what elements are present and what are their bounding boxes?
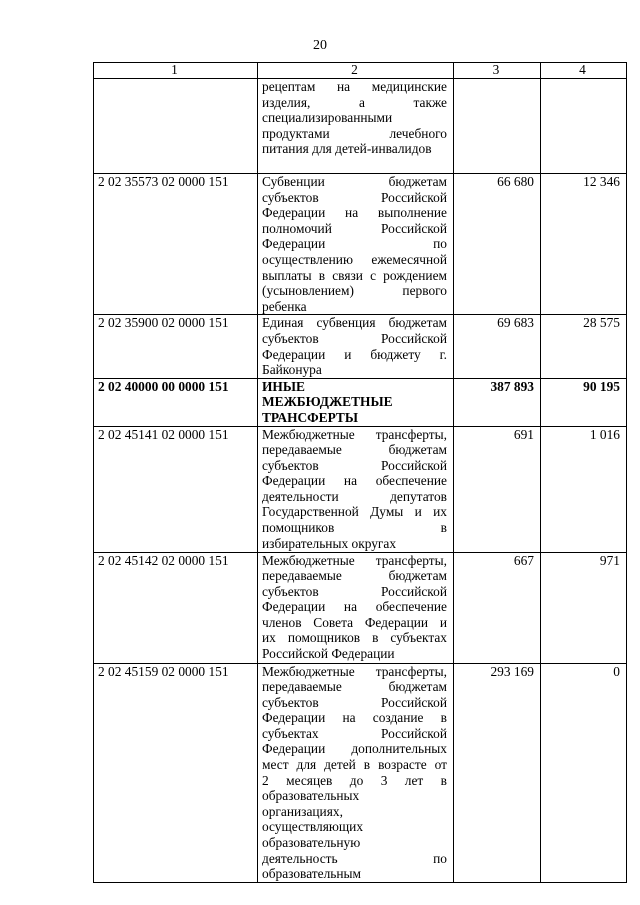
budget-code-cell: 2 02 45159 02 0000 151 (94, 663, 258, 882)
budget-code-cell: 2 02 45141 02 0000 151 (94, 426, 258, 552)
description-line: избирательных округах (262, 535, 397, 551)
description-cell (258, 426, 454, 552)
amount-col4-cell: 28 575 (541, 315, 627, 378)
description-line: субъектов Российской (262, 583, 447, 599)
description-line: их помощников в субъектах (262, 630, 447, 646)
column-header-2: 2 (258, 63, 454, 79)
description-line: помощников в (262, 520, 447, 536)
budget-code-cell: 2 02 45142 02 0000 151 (94, 552, 258, 663)
description-line: деятельность по (262, 850, 447, 866)
description-line: Федерации дополнительных (262, 741, 447, 757)
description-line: Межбюджетные трансферты, (262, 426, 447, 442)
description-line: деятельности депутатов (262, 488, 447, 504)
description-line: полномочий Российской (262, 220, 447, 236)
amount-col3-cell: 667 (454, 552, 541, 663)
description-line: Субвенции бюджетам (262, 174, 447, 189)
description-line: Федерации по (262, 236, 447, 252)
amount-col4-cell: 90 195 (541, 378, 627, 426)
description-line: Федерации и бюджету г. (262, 346, 447, 362)
page-number: 20 (313, 38, 327, 53)
description-line: ТРАНСФЕРТЫ (262, 409, 359, 425)
table-row (94, 315, 627, 378)
description-line: ИНЫЕ (262, 378, 305, 394)
amount-col4-cell: 0 (541, 663, 627, 882)
description-line: продуктами лечебного (262, 125, 447, 141)
description-line: Федерации на создание в (262, 710, 447, 726)
description-cell (258, 663, 454, 882)
description-line: Российской Федерации (262, 646, 395, 662)
description-line: рецептам на медицинские (262, 79, 447, 94)
description-cell (258, 79, 454, 174)
amount-col4-cell: 971 (541, 552, 627, 663)
amount-col3-cell: 387 893 (454, 378, 541, 426)
description-line: МЕЖБЮДЖЕТНЫЕ (262, 394, 393, 410)
column-header-1: 1 (94, 63, 258, 79)
table-body (94, 79, 627, 883)
amount-col4-cell (541, 79, 627, 174)
description-line: Государственной Думы и их (262, 504, 447, 520)
amount-col3-cell: 66 680 (454, 174, 541, 315)
description-line: осуществлению ежемесячной (262, 251, 447, 267)
column-header-3: 3 (454, 63, 541, 79)
table-row (94, 663, 627, 882)
description-line: передаваемые бюджетам (262, 568, 447, 584)
description-line: Межбюджетные трансферты, (262, 552, 447, 568)
description-line: членов Совета Федерации и (262, 614, 447, 630)
description-line: передаваемые бюджетам (262, 442, 447, 458)
description-line: Федерации на выполнение (262, 205, 447, 221)
description-cell (258, 174, 454, 315)
amount-col3-cell: 69 683 (454, 315, 541, 378)
description-line: субъектов Российской (262, 330, 447, 346)
table-row (94, 79, 627, 174)
table-row (94, 174, 627, 315)
description-line: Единая субвенция бюджетам (262, 315, 447, 331)
description-line: выплаты в связи с рождением (262, 267, 447, 283)
description-line: 2 месяцев до 3 лет в (262, 772, 447, 788)
description-line: (усыновлением) первого (262, 283, 447, 299)
description-line: передаваемые бюджетам (262, 679, 447, 695)
description-line: субъектов Российской (262, 457, 447, 473)
description-line: Федерации на обеспечение (262, 599, 447, 615)
description-line: субъектах Российской (262, 725, 447, 741)
table-row (94, 378, 627, 426)
budget-code-cell: 2 02 35900 02 0000 151 (94, 315, 258, 378)
budget-code-cell (94, 79, 258, 174)
amount-col4-cell: 1 016 (541, 426, 627, 552)
description-line: мест для детей в возрасте от (262, 757, 447, 773)
description-line: изделия, а также (262, 94, 447, 110)
table-row (94, 426, 627, 552)
amount-col3-cell: 691 (454, 426, 541, 552)
description-line: Байконура (262, 362, 322, 378)
column-header-4: 4 (541, 63, 627, 79)
description-line: Федерации на обеспечение (262, 473, 447, 489)
description-line: субъектов Российской (262, 189, 447, 205)
table-header-row (94, 63, 627, 79)
amount-col3-cell (454, 79, 541, 174)
description-line: Межбюджетные трансферты, (262, 663, 447, 679)
amount-col4-cell: 12 346 (541, 174, 627, 315)
description-cell (258, 552, 454, 663)
description-line: образовательных (262, 788, 360, 804)
description-line: субъектов Российской (262, 694, 447, 710)
description-line: ребенка (262, 298, 307, 314)
description-line: организациях, (262, 803, 343, 819)
amount-col3-cell: 293 169 (454, 663, 541, 882)
description-cell (258, 378, 454, 426)
description-cell (258, 315, 454, 378)
budget-table (93, 62, 627, 883)
description-line: осуществляющих (262, 819, 364, 835)
description-line: специализированными (262, 110, 393, 126)
description-line: питания для детей-инвалидов (262, 141, 432, 157)
budget-code-cell: 2 02 35573 02 0000 151 (94, 174, 258, 315)
description-line: образовательную (262, 835, 361, 851)
table-row (94, 552, 627, 663)
budget-code-cell: 2 02 40000 00 0000 151 (94, 378, 258, 426)
description-line: образовательным (262, 866, 362, 882)
